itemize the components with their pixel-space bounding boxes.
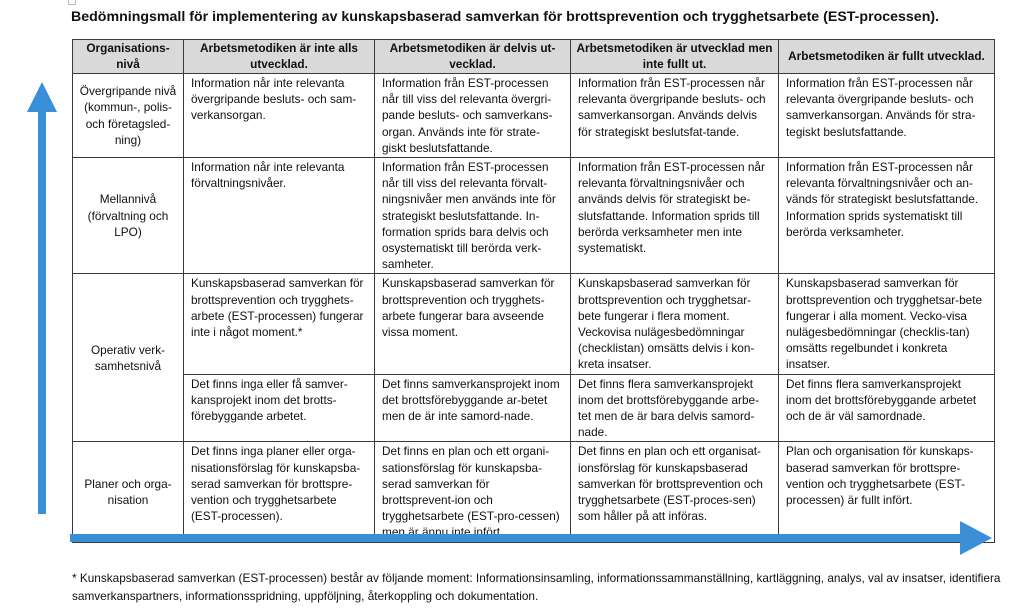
table-cell: Information från EST-processen når relevanta övergripande besluts- och samverkansorgan. Används för stra-tegiskt beslutsfattande. bbox=[779, 74, 995, 158]
table-row-overarching bbox=[73, 74, 995, 158]
table-header-row bbox=[73, 40, 995, 74]
footnote: * Kunskapsbaserad samverkan (EST-processen) består av följande moment: Informationsinsamling, informationssammanställning, kartläggning, analys, val av insatser, identifiera samverkanspartners, informationsspridning, uppföljning, återkoppling och dokumentation. bbox=[72, 571, 1001, 603]
table-cell: Information når inte relevanta förvaltningsnivåer. bbox=[184, 158, 375, 274]
table-cell: Information från EST-processen når till viss del relevanta övergri-pande besluts- och samverkans-organ. Används inte för strate-giskt beslutsfattande. bbox=[375, 74, 571, 158]
right-arrow-icon bbox=[70, 521, 992, 555]
table-cell: Plan och organisation för kunskaps-baserad samverkan för brottspre-vention och trygghetsarbete (EST-processen) är fullt infört. bbox=[779, 442, 995, 542]
up-arrow-icon bbox=[27, 82, 57, 514]
right-arrow-shape bbox=[70, 521, 992, 555]
table-row-operative bbox=[73, 274, 995, 374]
header-fully-developed: Arbetsmetodiken är fullt utvecklad. bbox=[779, 40, 995, 74]
table-cell: Det finns en plan och ett organi-sationsförslag för kunskapsba-serad samverkan för brottsprevent-ion och trygghetsarbete (EST-pro-cessen) men är ännu inte infört. bbox=[375, 442, 571, 542]
table-row-middle bbox=[73, 158, 995, 274]
header-developed-not-fully: Arbetsmetodiken är utvecklad men inte fullt ut. bbox=[571, 40, 779, 74]
table-cell: Information når inte relevanta övergripande besluts- och sam-verkansorgan. bbox=[184, 74, 375, 158]
table-cell: Information från EST-processen når relevanta förvaltningsnivåer och används delvis för strategiskt be-slutsfattande. Information sprids till berörda verksamheter men inte systematiskt. bbox=[571, 158, 779, 274]
header-not-developed: Arbetsmetodiken är inte alls utvecklad. bbox=[184, 40, 375, 74]
row-label-middle: Mellannivå (förvaltning och LPO) bbox=[73, 158, 184, 274]
table-cell: Information från EST-processen når relevanta förvaltningsnivåer och an-vänds för strategiskt beslutsfattande. Information sprids systematiskt till berörda verksamheter. bbox=[779, 158, 995, 274]
table-cell: Kunskapsbaserad samverkan för brottsprevention och trygghets-arbete fungerar bara avseende vissa moment. bbox=[375, 274, 571, 374]
table-cell: Information från EST-processen når relevanta övergripande besluts- och samverkansorgan. Används delvis för strategiskt beslutsfat-tande. bbox=[571, 74, 779, 158]
assessment-table bbox=[72, 39, 995, 543]
table-cell: Det finns inga eller få samver-kansprojekt inom det brotts-förebyggande arbetet. bbox=[184, 374, 375, 442]
table-cell: Det finns inga planer eller orga-nisationsförslag för kunskapsba-serad samverkan för brottspre-vention och trygghetsarbete (EST-processen). bbox=[184, 442, 375, 542]
page-corner-mark bbox=[68, 0, 76, 5]
header-partly-developed: Arbetsmetodiken är delvis ut-vecklad. bbox=[375, 40, 571, 74]
table-row-operative-projects bbox=[73, 374, 995, 442]
document-title: Bedömningsmall för implementering av kunskapsbaserad samverkan för brottsprevention och trygghetsarbete (EST-processen). bbox=[71, 9, 940, 25]
table-cell: Information från EST-processen når till viss del relevanta förvalt-ningsnivåer men används inte för strategiskt beslutsfattande. In-formation sprids bara delvis och osystematiskt till berörda verk-samheter. bbox=[375, 158, 571, 274]
up-arrow-shape bbox=[27, 82, 57, 514]
table-cell: Kunskapsbaserad samverkan för brottsprevention och trygghetsar-bete fungerar i alla moment. Vecko-visa nulägesbedömningar (checklis-tan) omsätts regelbundet i konkreta insatser. bbox=[779, 274, 995, 374]
table-cell: Det finns en plan och ett organisat-ionsförslag för kunskapsbaserad samverkan för brottsprevention och trygghetsarbete (EST-proces-sen) som håller på att införas. bbox=[571, 442, 779, 542]
table-cell: Kunskapsbaserad samverkan för brottsprevention och trygghets-arbete (EST-processen) fungerar inte i något moment.* bbox=[184, 274, 375, 374]
table-cell: Det finns flera samverkansprojekt inom det brottsförebyggande arbe-tet men de är bara delvis samord-nade. bbox=[571, 374, 779, 442]
table-cell: Kunskapsbaserad samverkan för brottsprevention och trygghetsar-bete fungerar i flera moment. Veckovisa nulägesbedömningar (checklistan) omsätts delvis i kon-kreta insatser. bbox=[571, 274, 779, 374]
row-label-plans: Planer och orga-nisation bbox=[73, 442, 184, 542]
row-label-overarching: Övergripande nivå (kommun-, polis- och företagsled-ning) bbox=[73, 74, 184, 158]
table-cell: Det finns samverkansprojekt inom det brottsförebyggande ar-betet men de är inte samord-nade. bbox=[375, 374, 571, 442]
row-label-operative: Operativ verk-samhetsnivå bbox=[73, 274, 184, 442]
header-organisation-level: Organisations-nivå bbox=[73, 40, 184, 74]
table-cell: Det finns flera samverkansprojekt inom det brottsförebyggande arbetet och de är väl samordnade. bbox=[779, 374, 995, 442]
